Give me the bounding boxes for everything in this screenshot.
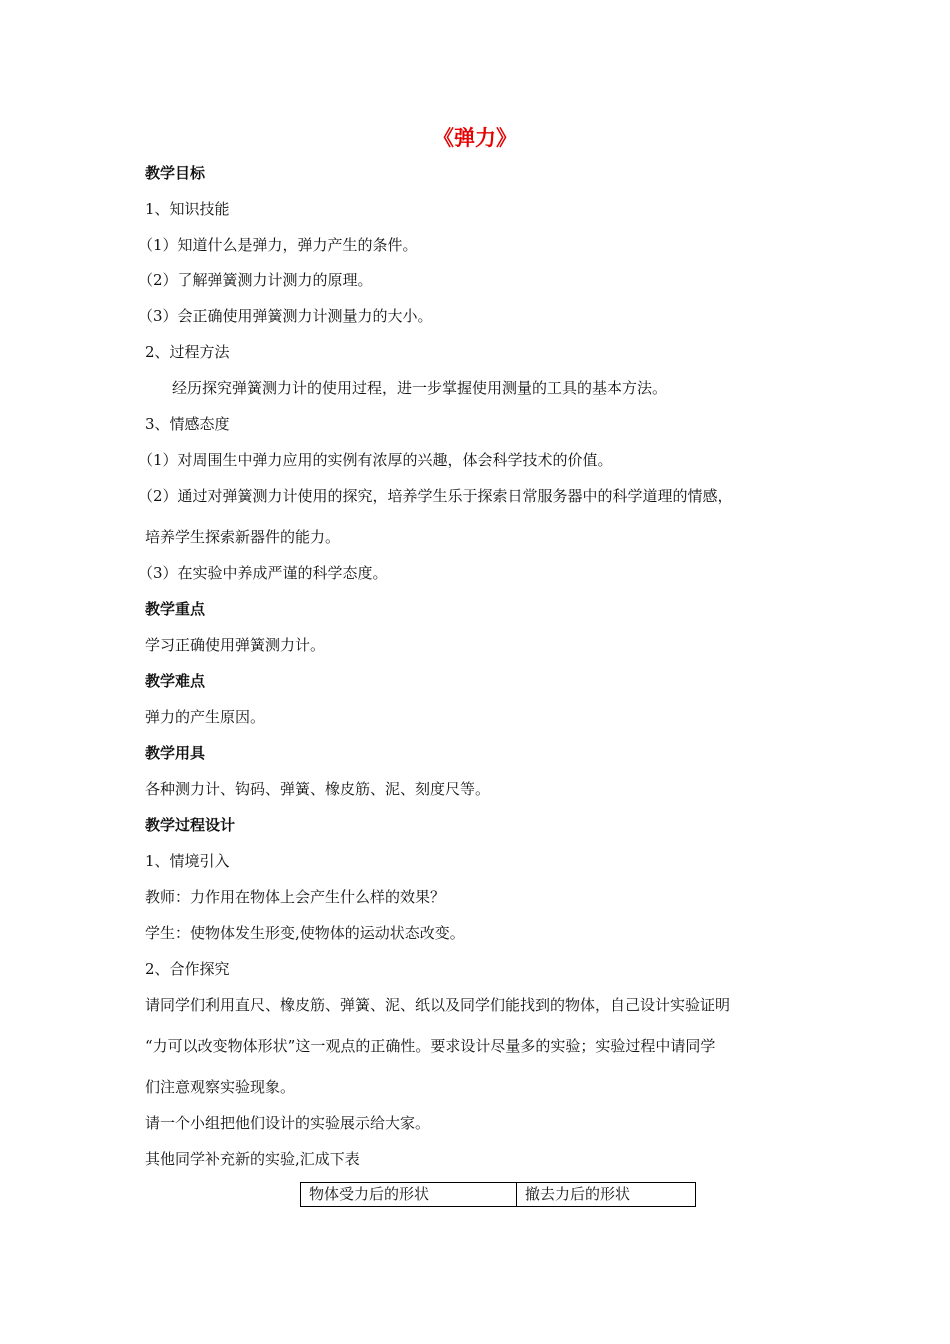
paragraph: 学生：使物体发生形变,使物体的运动状态改变。 <box>145 924 465 942</box>
paragraph: 请同学们利用直尺、橡皮筋、弹簧、泥、纸以及同学们能找到的物体，自己设计实验证明 <box>145 996 731 1014</box>
paragraph: 教师：力作用在物体上会产生什么样的效果？ <box>145 888 446 906</box>
table-header-cell: 撤去力后的形状 <box>525 1185 631 1203</box>
goal-item: （3）在实验中养成严谨的科学态度。 <box>138 564 388 582</box>
paragraph: 其他同学补充新的实验,汇成下表 <box>145 1150 360 1168</box>
heading-process-design: 教学过程设计 <box>145 816 236 834</box>
paragraph-continued: 们注意观察实验现象。 <box>145 1078 296 1096</box>
observation-table <box>300 1182 696 1207</box>
paragraph: 弹力的产生原因。 <box>145 708 266 726</box>
paragraph: 各种测力计、钩码、弹簧、橡皮筋、泥、刻度尺等。 <box>145 780 491 798</box>
paragraph: 经历探究弹簧测力计的使用过程，进一步掌握使用测量的工具的基本方法。 <box>172 379 668 397</box>
subheading-knowledge-skills: 1、知识技能 <box>145 200 230 218</box>
heading-difficulties: 教学难点 <box>145 672 206 690</box>
paragraph: 学习正确使用弹簧测力计。 <box>145 636 326 654</box>
table-header-cell: 物体受力后的形状 <box>301 1183 517 1206</box>
heading-teaching-goals: 教学目标 <box>145 164 206 182</box>
goal-item: （1）知道什么是弹力，弹力产生的条件。 <box>138 236 418 254</box>
goal-item: （2）通过对弹簧测力计使用的探究，培养学生乐于探索日常服务器中的科学道理的情感， <box>138 487 733 505</box>
goal-item: （1）对周围生中弹力应用的实例有浓厚的兴趣，体会科学技术的价值。 <box>138 451 613 469</box>
subheading-scenario-intro: 1、情境引入 <box>145 852 230 870</box>
document-title: 《弹力》 <box>433 126 517 150</box>
heading-key-points: 教学重点 <box>145 600 206 618</box>
heading-teaching-tools: 教学用具 <box>145 744 206 762</box>
paragraph-continued: “力可以改变物体形状”这一观点的正确性。要求设计尽量多的实验；实验过程中请同学 <box>145 1037 716 1055</box>
paragraph-continued: 培养学生探索新器件的能力。 <box>145 528 341 546</box>
subheading-process-method: 2、过程方法 <box>145 343 230 361</box>
subheading-attitude: 3、情感态度 <box>145 415 230 433</box>
goal-item: （3）会正确使用弹簧测力计测量力的大小。 <box>138 307 433 325</box>
goal-item: （2）了解弹簧测力计测力的原理。 <box>138 271 373 289</box>
subheading-cooperative-inquiry: 2、合作探究 <box>145 960 230 978</box>
paragraph: 请一个小组把他们设计的实验展示给大家。 <box>145 1114 431 1132</box>
